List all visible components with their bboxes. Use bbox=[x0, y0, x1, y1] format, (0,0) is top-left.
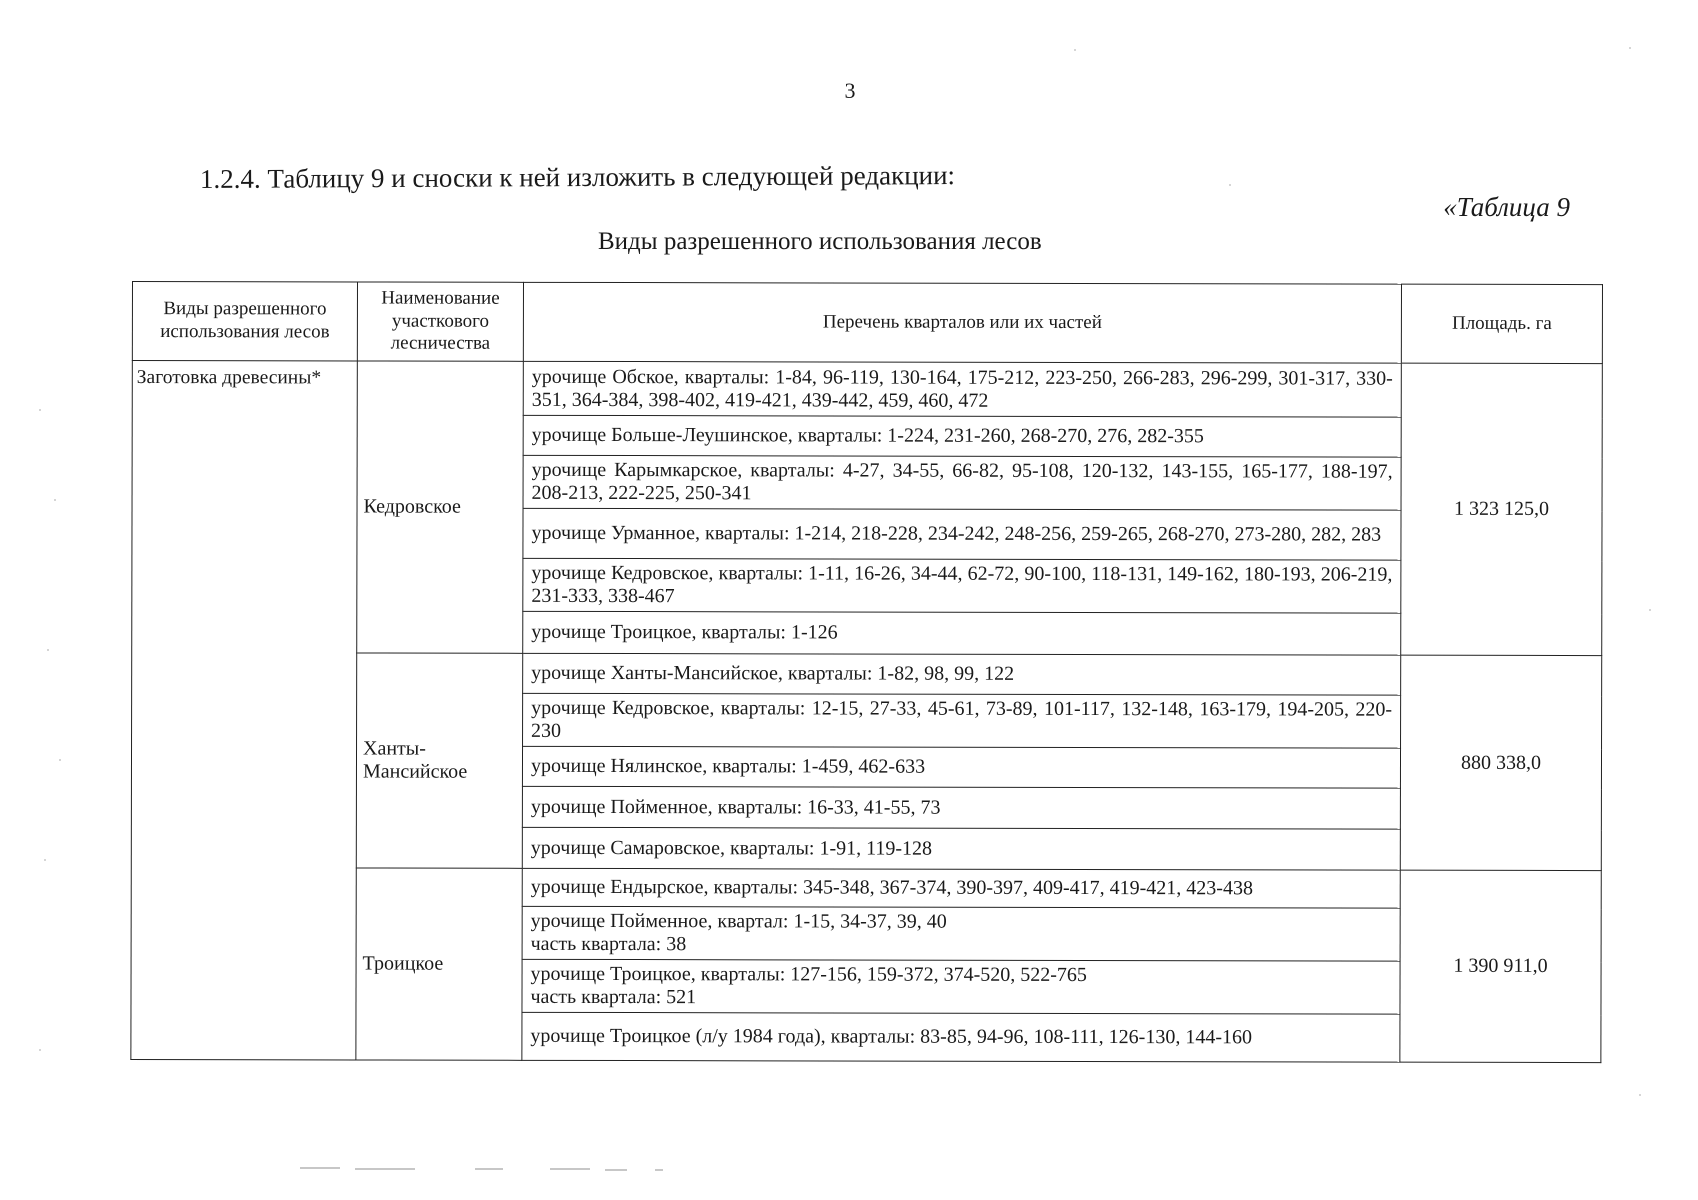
quarters-cell: урочище Нялинское, кварталы: 1-459, 462-633 bbox=[522, 746, 1400, 788]
table-header-row bbox=[132, 282, 1602, 364]
quarters-cell: урочище Обское, кварталы: 1-84, 96-119, 130-164, 175-212, 223-250, 266-283, 296-299, 301-317, 330-351, 364-384, 398-402, 419-421, 439-442, 459, 460, 472 bbox=[523, 361, 1401, 417]
header-quarters: Перечень кварталов или их частей bbox=[523, 282, 1401, 363]
table-title: Виды разрешенного использования лесов bbox=[598, 228, 1042, 255]
quarters-cell: урочище Ендырское, кварталы: 345-348, 367-374, 390-397, 409-417, 419-421, 423-438 bbox=[522, 868, 1400, 908]
usage-type-cell: Заготовка древесины* bbox=[131, 361, 357, 1060]
quarters-line: урочище Пойменное, квартал: 1-15, 34-37, 39, 40 bbox=[530, 909, 947, 933]
header-forestry: Наименование участкового лесничества bbox=[357, 282, 523, 361]
forestry-cell-kedrovskoe: Кедровское bbox=[357, 361, 524, 653]
quarters-cell bbox=[522, 906, 1400, 961]
forestry-cell-khanty-mansiyskoe: Ханты-Мансийское bbox=[356, 653, 522, 868]
page-number: 3 bbox=[844, 78, 856, 103]
quarters-cell: урочище Троицкое, кварталы: 1-126 bbox=[523, 611, 1401, 655]
quarters-cell: урочище Самаровское, кварталы: 1-91, 119-128 bbox=[522, 827, 1400, 870]
quarters-cell: урочище Троицкое (л/у 1984 года), кварталы: 83-85, 94-96, 108-111, 126-130, 144-160 bbox=[522, 1012, 1400, 1062]
table-row bbox=[132, 361, 1602, 418]
quarters-cell: урочище Кедровское, кварталы: 12-15, 27-33, 45-61, 73-89, 101-117, 132-148, 163-179, 194-205, 220-230 bbox=[523, 693, 1401, 748]
quarters-cell: урочище Больше-Леушинское, кварталы: 1-224, 231-260, 268-270, 276, 282-355 bbox=[523, 415, 1401, 457]
amendment-instruction: 1.2.4. Таблицу 9 и сноски к ней изложить в следующей редакции: bbox=[199, 160, 956, 194]
forest-use-table-container bbox=[130, 281, 1602, 1063]
header-area: Площадь. га bbox=[1401, 284, 1602, 363]
table-label: «Таблица 9 bbox=[1443, 192, 1570, 222]
forest-use-table bbox=[130, 281, 1603, 1063]
area-cell-troitskoe: 1 390 911,0 bbox=[1400, 870, 1601, 1062]
area-cell-khanty-mansiyskoe: 880 338,0 bbox=[1400, 655, 1601, 870]
quarters-line: урочище Троицкое, кварталы: 127-156, 159-372, 374-520, 522-765 bbox=[530, 962, 1087, 987]
header-usage-type: Виды разрешенного использования лесов bbox=[132, 282, 357, 361]
area-cell-kedrovskoe: 1 323 125,0 bbox=[1401, 363, 1603, 655]
quarters-cell: урочище Карымкарское, кварталы: 4-27, 34-55, 66-82, 95-108, 120-132, 143-155, 165-177, 188-197, 208-213, 222-225, 250-341 bbox=[523, 455, 1401, 510]
quarters-cell bbox=[522, 959, 1400, 1014]
quarter-part-line: часть квартала: 38 bbox=[530, 932, 687, 956]
quarters-cell: урочище Урманное, кварталы: 1-214, 218-228, 234-242, 248-256, 259-265, 268-270, 273-280, 282, 283 bbox=[523, 508, 1401, 560]
quarters-cell: урочище Пойменное, кварталы: 16-33, 41-55, 73 bbox=[522, 786, 1400, 829]
quarters-cell: урочище Кедровское, кварталы: 1-11, 16-26, 34-44, 62-72, 90-100, 118-131, 149-162, 180-193, 206-219, 231-333, 338-467 bbox=[523, 558, 1401, 613]
quarter-part-line: часть квартала: 521 bbox=[530, 985, 697, 1009]
quarters-cell: урочище Ханты-Мансийское, кварталы: 1-82, 98, 99, 122 bbox=[523, 653, 1401, 695]
forestry-cell-troitskoe: Троицкое bbox=[356, 868, 522, 1060]
